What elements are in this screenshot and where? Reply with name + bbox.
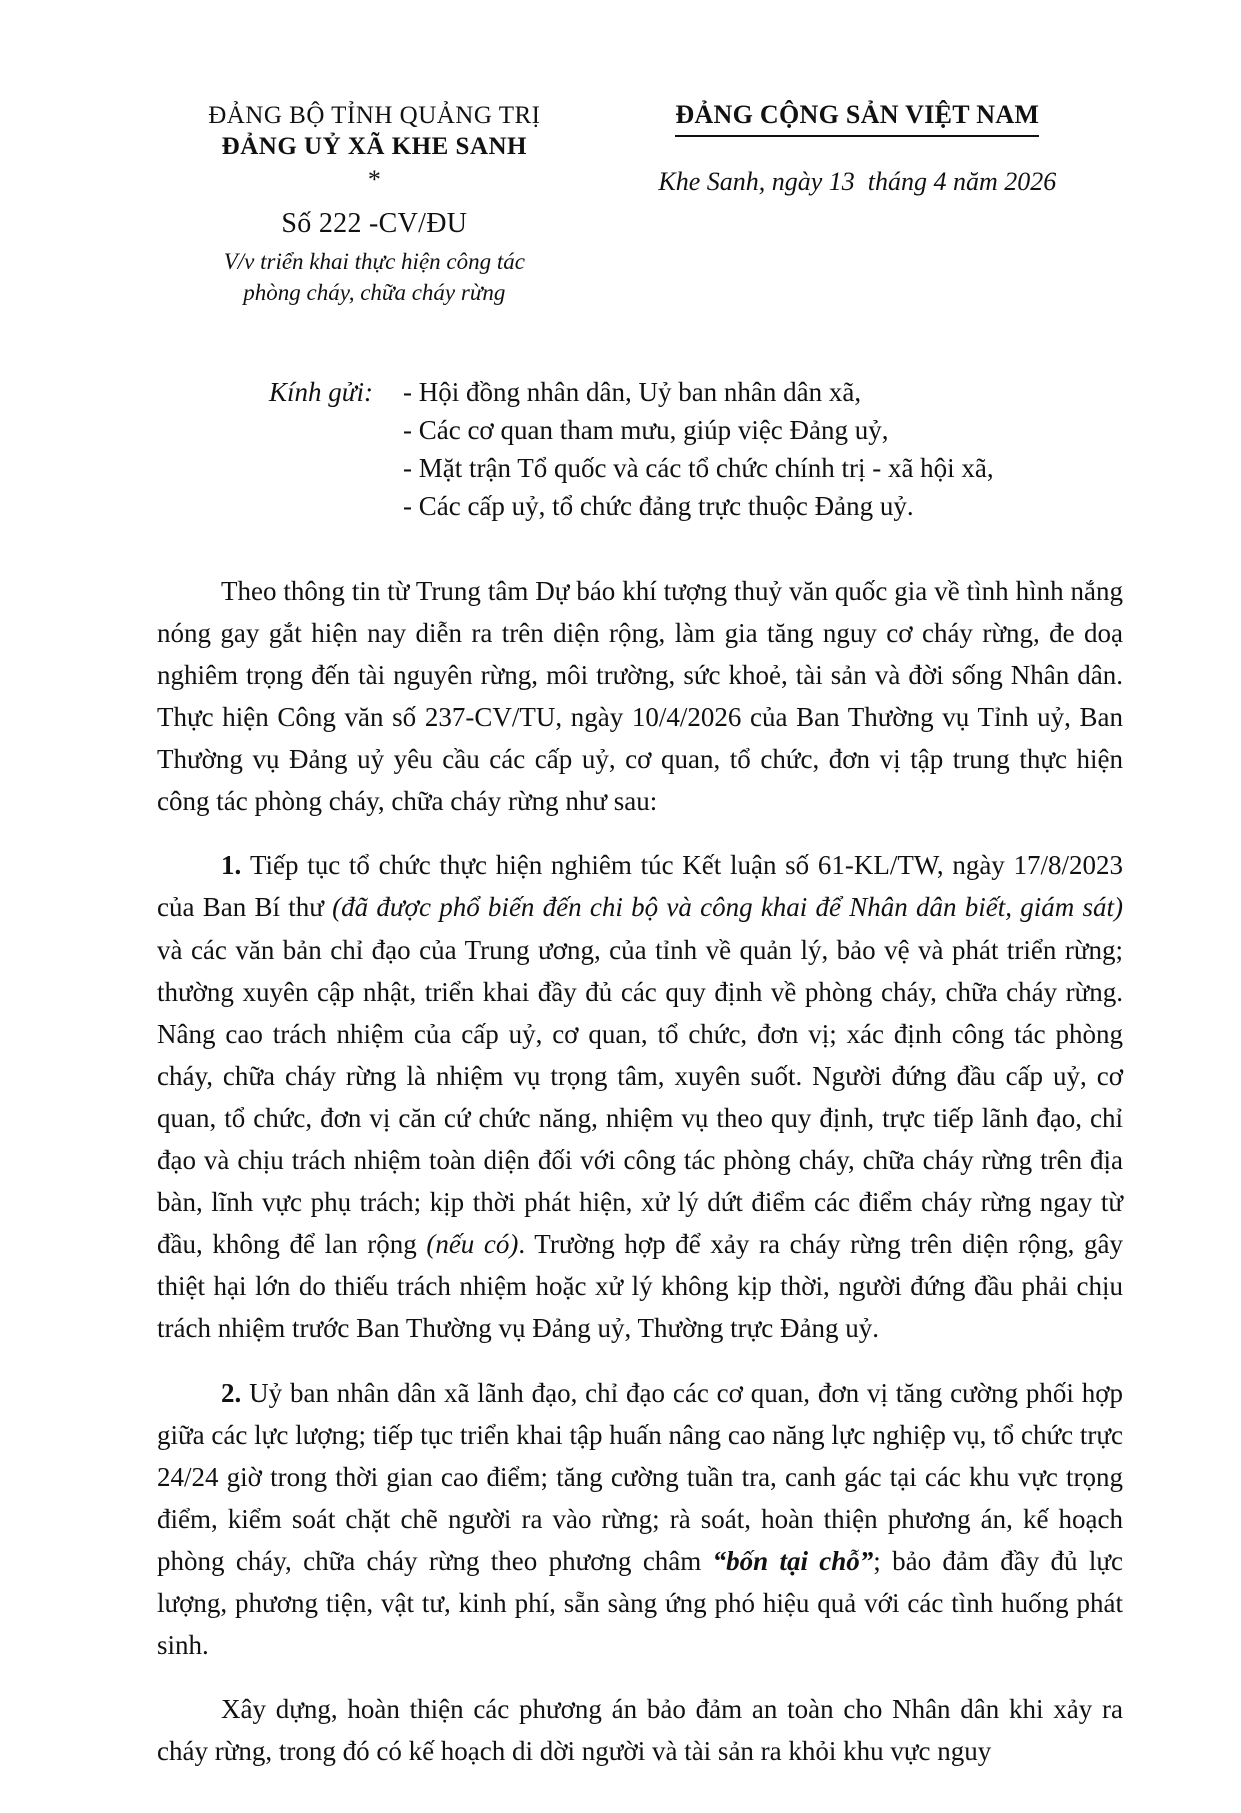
document-subject [157, 246, 592, 308]
body-paragraph [157, 1688, 1123, 1772]
place-and-date: Khe Sanh, ngày 13 tháng 4 năm 2026 [658, 167, 1057, 196]
text-run: Tiếp tục tổ chức thực hiện nghiêm túc Kết luận số 61-KL/TW, ngày 17/8/2023 của Ban Bí thư [157, 850, 1124, 923]
recipient-line: - Các cấp uỷ, tổ chức đảng trực thuộc Đảng uỷ. [402, 490, 914, 521]
text-run: 2. [221, 1377, 250, 1408]
text-run: (đã được phổ biến đến chi bộ và công khai để Nhân dân biết, giám sát) [332, 892, 1124, 923]
recipient-line: - Hội đồng nhân dân, Uỷ ban nhân dân xã, [402, 377, 862, 408]
text-run: Uỷ ban nhân dân xã lãnh đạo, chỉ đạo các cơ quan, đơn vị tăng cường phối hợp giữa các lực lượng; tiếp tục triển khai tập huấn nâng cao năng lực nghiệp vụ, tổ chức trực 24/24 giờ trong thời gian cao điểm; tăng cường tuần tra, canh gác tại các khu vực trọng điểm, kiểm soát chặt chẽ người ra vào rừng; rà soát, hoàn thiện phương án, kế hoạch phòng cháy, chữa cháy rừng theo phương châm [157, 1377, 1124, 1577]
text-run: và các văn bản chỉ đạo của Trung ương, của tỉnh về quản lý, bảo vệ và phát triển rừng; thường xuyên cập nhật, triển khai đầy đủ các quy định về phòng cháy, chữa cháy rừng. Nâng cao trách nhiệm của cấp uỷ, cơ quan, tổ chức, đơn vị; xác định công tác phòng cháy, chữa cháy rừng là nhiệm vụ trọng tâm, xuyên suốt. Người đứng đầu cấp uỷ, cơ quan, tổ chức, đơn vị căn cứ chức năng, nhiệm vụ theo quy định, trực tiếp lãnh đạo, chỉ đạo và chịu trách nhiệm toàn diện đối với công tác phòng cháy, chữa cháy rừng trên địa bàn, lĩnh vực phụ trách; kịp thời phát hiện, xử lý dứt điểm các điểm cháy rừng ngay từ đầu, không để lan rộng [157, 934, 1123, 1260]
national-header-block [592, 100, 1123, 197]
text-run: 1. [221, 850, 250, 881]
party-name-title: ĐẢNG CỘNG SẢN VIỆT NAM [675, 100, 1039, 137]
recipient-line: - Các cơ quan tham mưu, giúp việc Đảng uỷ, [402, 415, 889, 446]
recipients-list [403, 374, 994, 525]
recipients-label: Kính gửi: [269, 377, 373, 408]
body-paragraph [157, 1372, 1123, 1667]
text-run: (nếu có) [426, 1229, 519, 1260]
issuing-org-block [157, 100, 592, 308]
document-header [157, 100, 1123, 308]
star-separator: * [367, 164, 381, 194]
org-parent-name: ĐẢNG BỘ TỈNH QUẢNG TRỊ [208, 102, 541, 129]
body-paragraph [157, 570, 1123, 823]
text-run: “bốn tại chỗ” [712, 1546, 874, 1577]
text-run: Xây dựng, hoàn thiện các phương án bảo đảm an toàn cho Nhân dân khi xảy ra cháy rừng, trong đó có kế hoạch di dời người và tài sản ra khỏi khu vực nguy [157, 1694, 1123, 1767]
text-run: ; bảo đảm đầy đủ lực lượng, phương tiện, vật tư, kinh phí, sẵn sàng ứng phó hiệu quả với các tình huống phát sinh. [157, 1546, 1123, 1661]
document-subject-line2: phòng cháy, chữa cháy rừng [243, 280, 506, 306]
recipient-line: - Mặt trận Tổ quốc và các tổ chức chính trị - xã hội xã, [402, 453, 994, 484]
text-run: . Trường hợp để xảy ra cháy rừng trên diện rộng, gây thiệt hại lớn do thiếu trách nhiệm hoặc xử lý không kịp thời, người đứng đầu phải chịu trách nhiệm trước Ban Thường vụ Đảng uỷ, Thường trực Đảng uỷ. [157, 1229, 1123, 1344]
org-name: ĐẢNG UỶ XÃ KHE SANH [221, 133, 528, 161]
document-number: Số 222 -CV/ĐU [281, 208, 468, 240]
text-run: Theo thông tin từ Trung tâm Dự báo khí tượng thuỷ văn quốc gia về tình hình nắng nóng gay gắt hiện nay diễn ra trên diện rộng, làm gia tăng nguy cơ cháy rừng, đe doạ nghiêm trọng đến tài nguyên rừng, môi trường, sức khoẻ, tài sản và đời sống Nhân dân. Thực hiện Công văn số 237-CV/TU, ngày 10/4/2026 của Ban Thường vụ Tỉnh uỷ, Ban Thường vụ Đảng uỷ yêu cầu các cấp uỷ, cơ quan, tổ chức, đơn vị tập trung thực hiện công tác phòng cháy, chữa cháy rừng như sau: [157, 575, 1123, 817]
document-body [157, 570, 1123, 1773]
recipients-section [269, 374, 1123, 525]
document-subject-line1: V/v triển khai thực hiện công tác [223, 249, 525, 275]
body-paragraph [157, 844, 1123, 1349]
